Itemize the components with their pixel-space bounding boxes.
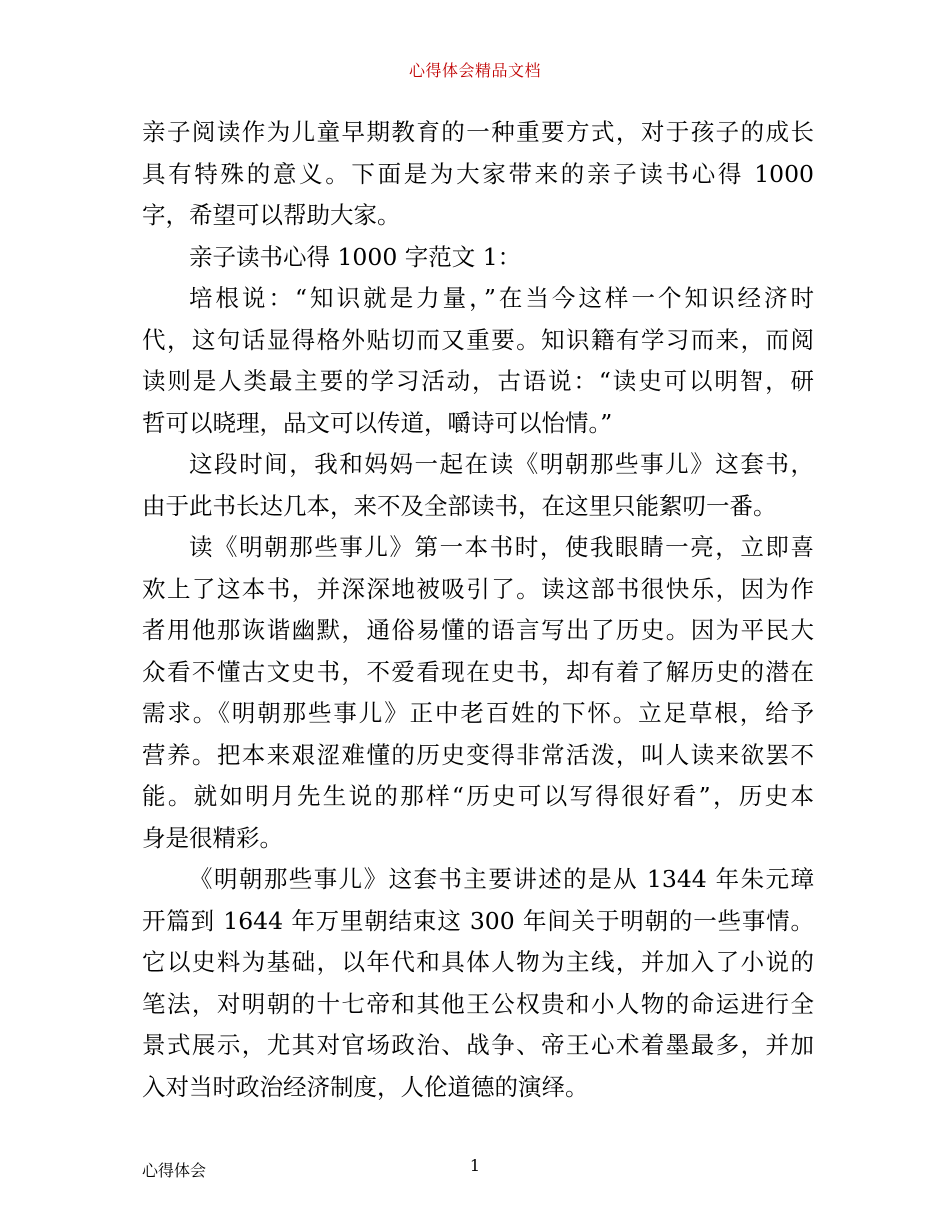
paragraph-line: 需求。《明朝那些事儿》正中老百姓的下怀。立足草根，给予 xyxy=(142,699,814,727)
paragraph-line: 具有特殊的意义。下面是为大家带来的亲子读书心得 1000 xyxy=(142,159,814,188)
paragraph-line: 培根说：“知识就是力量，”在当今这样一个知识经济时 xyxy=(189,284,814,312)
paragraph-line: 哲可以晓理，品文可以传道，嚼诗可以怡情。” xyxy=(142,408,613,437)
paragraph xyxy=(142,859,814,1108)
paragraph-line: 亲子阅读作为儿童早期教育的一种重要方式，对于孩子的成长 xyxy=(142,118,814,146)
paragraph xyxy=(142,237,814,279)
paragraph-line: 亲子读书心得 1000 字范文 1： xyxy=(189,242,522,271)
paragraph-line: 景式展示，尤其对官场政治、战争、帝王心术着墨最多，并加 xyxy=(142,1031,814,1059)
paragraph xyxy=(142,527,814,859)
paragraph-line: 读《明朝那些事儿》第一本书时，使我眼睛一亮，立即喜 xyxy=(189,533,814,561)
paragraph-line: 由于此书长达几本，来不及全部读书，在这里只能絮叨一番。 xyxy=(142,491,777,520)
paragraph-line: 字，希望可以帮助大家。 xyxy=(142,201,401,229)
paragraph xyxy=(142,112,814,237)
paragraph-line: 身是很精彩。 xyxy=(142,823,283,852)
document-body xyxy=(142,112,814,1108)
paragraph-line: 入对当时政治经济制度，人伦道德的演绎。 xyxy=(142,1072,589,1101)
paragraph-line: 开篇到 1644 年万里朝结束这 300 年间关于明朝的一些事情。 xyxy=(142,906,814,935)
paragraph-line: 能。就如明月先生说的那样“历史可以写得很好看”，历史本 xyxy=(142,782,814,810)
footer-label: 心得体会 xyxy=(142,1161,207,1180)
paragraph xyxy=(142,444,814,527)
paragraph-line: 代，这句话显得格外贴切而又重要。知识籍有学习而来，而阅 xyxy=(142,325,814,354)
paragraph-line: 它以史料为基础，以年代和具体人物为主线，并加入了小说的 xyxy=(142,948,814,976)
paragraph-line: 者用他那诙谐幽默，通俗易懂的语言写出了历史。因为平民大 xyxy=(142,616,814,644)
page-header-title: 心得体会精品文档 xyxy=(408,61,541,80)
paragraph-line: 欢上了这本书，并深深地被吸引了。读这部书很快乐，因为作 xyxy=(142,574,814,603)
footer-page-number: 1 xyxy=(469,1156,481,1175)
paragraph-line: 读则是人类最主要的学习活动，古语说：“读史可以明智，研 xyxy=(142,367,814,395)
paragraph-line: 众看不懂古文史书，不爱看现在史书，却有着了解历史的潜在 xyxy=(142,657,814,686)
paragraph xyxy=(142,278,814,444)
paragraph-line: 这段时间，我和妈妈一起在读《明朝那些事儿》这套书， xyxy=(189,450,814,478)
paragraph-line: 《明朝那些事儿》这套书主要讲述的是从 1344 年朱元璋 xyxy=(189,865,814,893)
paragraph-line: 笔法，对明朝的十七帝和其他王公权贵和小人物的命运进行全 xyxy=(142,989,814,1018)
paragraph-line: 营养。把本来艰涩难懂的历史变得非常活泼，叫人读来欲罢不 xyxy=(142,740,814,769)
